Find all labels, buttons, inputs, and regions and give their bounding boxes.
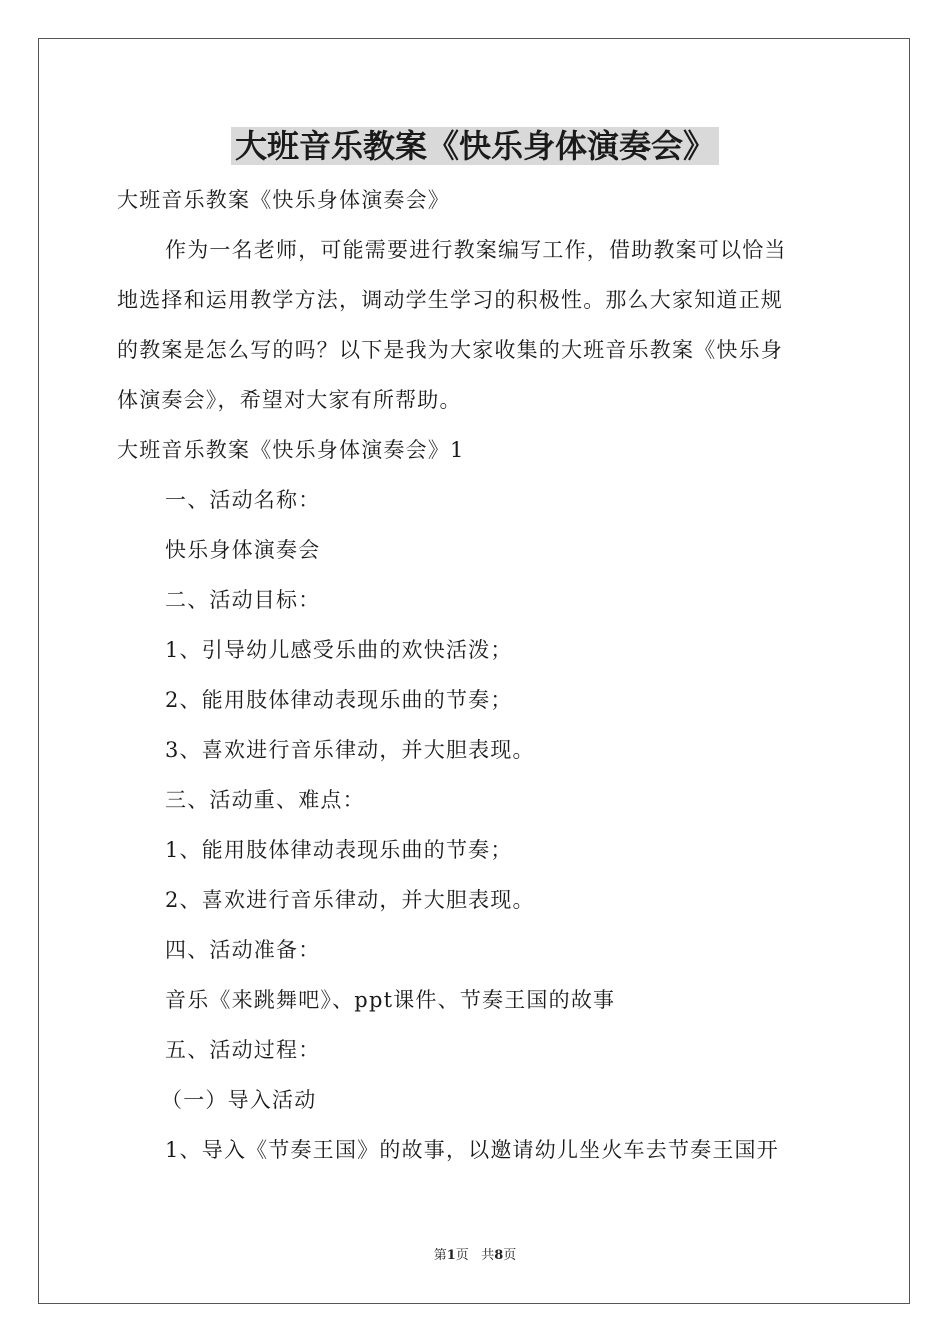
- document-title-text: 大班音乐教案《快乐身体演奏会》: [231, 127, 719, 165]
- text-line: 1、引导幼儿感受乐曲的欢快活泼；: [165, 638, 513, 662]
- text-line: 的教案是怎么写的吗？以下是我为大家收集的大班音乐教案《快乐身: [117, 338, 783, 362]
- footer-current-page: 1: [446, 1248, 456, 1263]
- text-line: （一）导入活动: [161, 1088, 317, 1112]
- text-line: 五、活动过程：: [165, 1038, 321, 1062]
- text-line: 3、喜欢进行音乐律动，并大胆表现。: [165, 738, 535, 762]
- text-line: 体演奏会》，希望对大家有所帮助。: [117, 388, 462, 412]
- footer-page-suffix: 页: [455, 1248, 469, 1263]
- text-line: 快乐身体演奏会: [165, 538, 321, 562]
- page-footer: [0, 1247, 950, 1265]
- text-line: 大班音乐教案《快乐身体演奏会》: [117, 188, 450, 212]
- document-title: [0, 126, 950, 166]
- footer-page-prefix: 第: [433, 1248, 447, 1263]
- text-line: 四、活动准备：: [165, 938, 321, 962]
- text-line: 音乐《来跳舞吧》、ppt课件、节奏王国的故事: [165, 988, 616, 1012]
- document-body: [117, 175, 837, 1175]
- text-line: 一、活动名称：: [165, 488, 321, 512]
- text-line: 大班音乐教案《快乐身体演奏会》1: [117, 438, 465, 462]
- text-line: 三、活动重、难点：: [165, 788, 365, 812]
- footer-total-pages: 8: [494, 1248, 504, 1263]
- footer-total-suffix: 页: [503, 1248, 517, 1263]
- text-line: 地选择和运用教学方法，调动学生学习的积极性。那么大家知道正规: [117, 288, 783, 312]
- text-line: 2、能用肢体律动表现乐曲的节奏；: [165, 688, 513, 712]
- footer-total-prefix: 共: [481, 1248, 495, 1263]
- text-line: 1、导入《节奏王国》的故事，以邀请幼儿坐火车去节奏王国开: [165, 1138, 779, 1162]
- text-line: 2、喜欢进行音乐律动，并大胆表现。: [165, 888, 535, 912]
- text-line: 二、活动目标：: [165, 588, 321, 612]
- text-line: 作为一名老师，可能需要进行教案编写工作，借助教案可以恰当: [165, 238, 787, 262]
- text-line: 1、能用肢体律动表现乐曲的节奏；: [165, 838, 513, 862]
